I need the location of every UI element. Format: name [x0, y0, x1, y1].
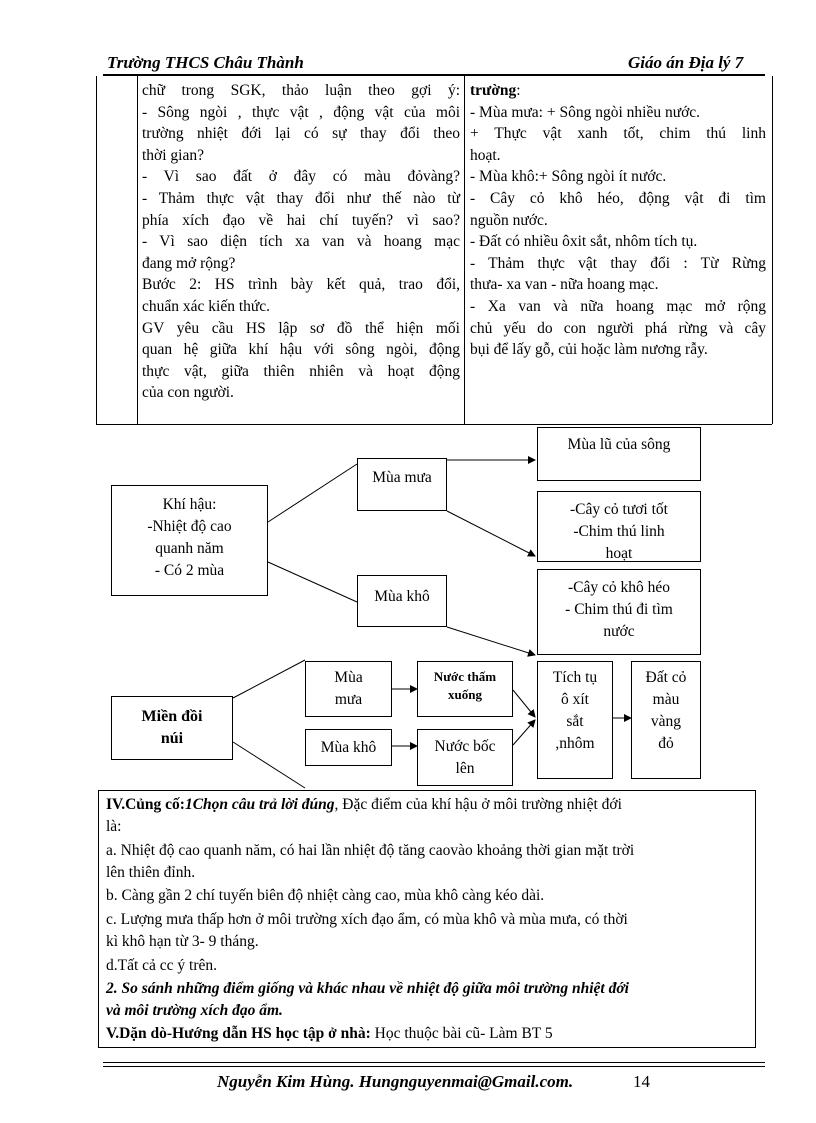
question2-line1: 2. So sánh những điểm giống và khác nhau về nhiệt độ giữa môi trường nhiệt đới: [106, 980, 629, 997]
left-line: chữ trong SGK, thảo luận theo gợi ý:: [142, 82, 460, 99]
right-line: bụi để lấy gỗ, củi hoặc làm nương rẫy.: [470, 341, 708, 359]
climate-line: - Có 2 mùa: [154, 562, 225, 579]
flood-season-box: [537, 427, 701, 481]
right-line: - Đất có nhiều ôxit sắt, nhôm tích tụ.: [470, 233, 698, 251]
left-line: - Sông ngòi , thực vật , động vật của môi: [142, 103, 460, 121]
accum-line: sắt: [566, 713, 584, 730]
flood-label: Mùa lũ của sông: [567, 436, 671, 453]
wither-line: nước: [603, 623, 635, 640]
green-line: -Chim thú linh: [573, 523, 665, 540]
section4-title: IV.Củng cố:: [106, 796, 185, 813]
soil-line: vàng: [650, 713, 682, 730]
question2-line2: và môi trường xích đạo ẩm.: [106, 1002, 283, 1019]
right-line: - Xa van và nữa hoang mạc mở rộng: [470, 297, 766, 315]
section5-title: V.Dặn dò-Hướng dẫn HS học tập ở nhà:: [106, 1025, 371, 1042]
dry-season-box: [357, 575, 447, 627]
left-line: phía xích đạo về hai chí tuyến? vì sao?: [142, 211, 460, 229]
region-line: núi: [160, 730, 184, 747]
left-line: chuẩn xác kiến thức.: [142, 297, 271, 315]
left-line: thời gian?: [142, 146, 204, 164]
left-line: trường nhiệt đới lại có sự thay đổi theo: [142, 125, 460, 143]
right-heading-colon: :: [516, 82, 521, 99]
right-line: - Mùa mưa: + Sông ngòi nhiều nước.: [470, 103, 701, 121]
section5-line: [106, 1023, 553, 1045]
wither-line: -Cây cỏ khô héo: [567, 579, 670, 596]
line-region-dry: [233, 742, 305, 788]
header-school: Trường THCS Châu Thành: [107, 53, 304, 72]
seep-line: Nước thấm: [433, 669, 497, 684]
right-line: + Thực vật xanh tốt, chim thú linh: [470, 125, 766, 143]
rainy-season-box: [357, 458, 447, 511]
soil-line: Đất cỏ: [645, 669, 687, 686]
arrow-evap-accum: [513, 720, 535, 745]
hill-rainy-line: mưa: [334, 691, 363, 708]
option-a-line1: a. Nhiệt độ cao quanh năm, có hai lần nhiệt độ tăng caovào khoảng thời gian mặt trời: [106, 842, 635, 859]
right-line: chủ yếu do con người phá rừng và cây: [470, 319, 766, 337]
section4-q1-label: 1Chọn câu trả lời đúng: [184, 796, 335, 813]
left-line: - Vì sao diện tích xa van và hoang mạc: [142, 233, 460, 251]
left-line: Bước 2: HS trình bày kết quả, trao đổi,: [142, 276, 460, 294]
right-line: thưa- xa van - nữa hoang mạc.: [470, 276, 659, 294]
section4-q1-line2: là:: [106, 818, 122, 835]
accum-line: ô xít: [561, 691, 589, 708]
arrow-seep-accum: [513, 690, 535, 717]
option-c-line2: kì khô hạn từ 3- 9 tháng.: [106, 933, 259, 950]
hill-region-box: [111, 696, 233, 760]
section5-text: Học thuộc bài cũ- Làm BT 5: [370, 1025, 553, 1042]
hill-rainy-line: Mùa: [334, 669, 363, 686]
hill-rainy-box: [305, 661, 392, 717]
green-line: hoạt: [605, 545, 633, 562]
climate-box: [111, 485, 268, 596]
option-b: b. Càng gần 2 chí tuyến biên độ nhiệt càng cao, mùa khô càng kéo dài.: [106, 887, 545, 904]
option-d: d.Tất cả cc ý trên.: [106, 957, 218, 974]
right-line: hoạt.: [470, 146, 501, 164]
hill-dry-label: Mùa khô: [320, 739, 377, 756]
left-line: của con người.: [142, 384, 234, 402]
left-line: GV yêu cầu HS lập sơ đồ thể hiện mối: [142, 319, 460, 337]
section4-heading: [106, 794, 622, 816]
climate-line: -Nhiệt độ cao: [147, 518, 232, 535]
withered-plants-box: [537, 569, 701, 655]
arrow-rainy-green: [447, 511, 535, 556]
accum-line: ,nhôm: [555, 735, 595, 752]
right-line: - Thảm thực vật thay đổi : Từ Rừng: [470, 254, 766, 272]
right-heading-word: trường: [470, 82, 517, 99]
accum-line: Tích tụ: [552, 669, 598, 686]
footer-author: Nguyễn Kim Hùng. Hungnguyenmai@Gmail.com.: [217, 1072, 574, 1091]
left-line: quan hệ giữa khí hậu với sông ngòi, động: [142, 341, 460, 359]
green-line: -Cây cỏ tươi tốt: [570, 501, 668, 518]
water-evap-box: [417, 729, 513, 786]
water-seep-box: [417, 661, 513, 717]
dry-label: Mùa khô: [374, 588, 430, 605]
left-line: - Thảm thực vật thay đổi như thế nào từ: [142, 189, 460, 207]
accumulation-box: [537, 661, 613, 779]
evap-line: lên: [455, 760, 475, 777]
option-a-line2: lên thiên đỉnh.: [106, 864, 196, 881]
right-line: nguồn nước.: [470, 211, 548, 229]
seep-line: xuống: [448, 687, 482, 702]
region-line: Miền đồi: [141, 708, 203, 725]
climate-line: quanh năm: [155, 540, 224, 557]
hill-dry-box: [305, 729, 392, 766]
section4-q1-rest: , Đặc điểm của khí hậu ở môi trường nhiệt đới: [334, 796, 622, 813]
evap-line: Nước bốc: [434, 738, 496, 755]
soil-color-box: [631, 661, 701, 779]
line-region-rainy: [233, 660, 305, 698]
green-plants-box: [537, 491, 701, 562]
line-climate-dry: [268, 562, 357, 602]
right-line: - Mùa khô:+ Sông ngòi ít nước.: [470, 168, 667, 186]
footer-rule-1: [103, 1062, 765, 1063]
left-line: - Vì sao đất ở đây có màu đỏvàng?: [142, 168, 460, 186]
arrow-dry-wither: [447, 627, 535, 655]
right-line: - Cây cỏ khô héo, động vật đi tìm: [470, 189, 766, 207]
footer-rule-2: [103, 1066, 765, 1067]
header-subject: Giáo án Địa lý 7: [628, 53, 744, 72]
left-line: thực vật, giữa thiên nhiên và hoạt động: [142, 362, 460, 380]
page-number: 14: [633, 1072, 650, 1091]
soil-line: màu: [652, 691, 680, 708]
option-c-line1: c. Lượng mưa thấp hơn ở môi trường xích đạo ẩm, có mùa khô và mùa mưa, có thời: [106, 911, 628, 928]
wither-line: - Chim thú đi tìm: [565, 601, 673, 618]
left-line: đang mở rộng?: [142, 254, 236, 272]
line-climate-rainy: [268, 464, 357, 522]
rainy-label: Mùa mưa: [372, 469, 432, 486]
soil-line: đỏ: [658, 735, 674, 752]
climate-line: Khí hậu:: [162, 496, 217, 513]
